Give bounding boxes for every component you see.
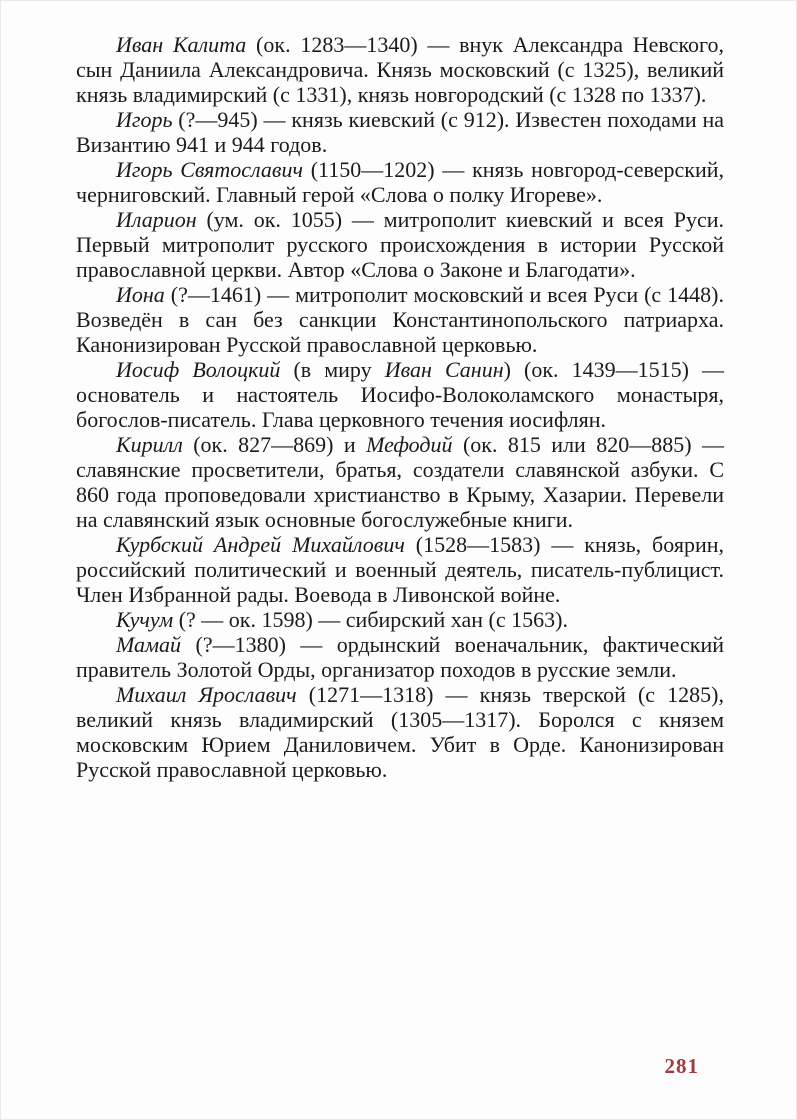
entry-text: (?—1380) — ордынский военачальник, фактический правитель Золотой Орды, организатор походов в русские земли. (76, 632, 724, 682)
entry-text: ) (ок. 1439—1515) — основатель и настоятель Иосифо-Волоколамского монастыря, богослов-писатель. Глава церковного течения иосифлян. (76, 357, 724, 432)
entry-paragraph (76, 107, 724, 157)
entry-name: Мефодий (366, 432, 453, 457)
entry-name: Михаил Ярославич (116, 682, 297, 707)
entry-text: (? — ок. 1598) — сибирский хан (с 1563). (173, 607, 568, 632)
entry-name: Иларион (116, 207, 197, 232)
entry-text: (ок. 827—869) и (182, 432, 367, 457)
entry-text: (1271—1318) — князь тверской (с 1285), великий князь владимирский (1305—1317). Боролся с князем московским Юрием Даниловичем. Убит в Орде. Канонизирован Русской православной церковью. (76, 682, 725, 782)
page-number: 281 (664, 1054, 699, 1078)
entry-name: Кирилл (116, 432, 183, 457)
entry-paragraph (76, 157, 724, 207)
entry-name: Мамай (116, 632, 182, 657)
entry-name: Иона (116, 282, 165, 307)
entry-text: (1528—1583) — князь, боярин, российский политический и военный деятель, писатель-публицист. Член Избранной рады. Воевода в Ливонской войне. (76, 532, 724, 607)
entry-name: Иван Санин (384, 357, 504, 382)
entry-paragraph (76, 682, 724, 782)
entry-paragraph (76, 32, 724, 107)
entry-paragraph (76, 357, 724, 432)
entry-paragraph (76, 532, 724, 607)
entry-text: (ок. 815 или 820—885) — славянские просветители, братья, создатели славянской азбуки. С 860 года проповедовали христианство в Крыму, Хазарии. Перевели на славянский язык основные богослужебные книги. (76, 432, 724, 532)
entry-paragraph (76, 632, 724, 682)
entry-paragraph (76, 207, 724, 282)
entry-name: Игорь (116, 107, 173, 132)
entry-name: Иосиф Волоцкий (116, 357, 281, 382)
entry-text: (ок. 1283—1340) — внук Александра Невского, сын Даниила Александровича. Князь московский (с 1325), великий князь владимирский (с 1331), князь новгородский (с 1328 по 1337). (76, 32, 724, 107)
entry-text: (1150—1202) — князь новгород-северский, черниговский. Главный герой «Слова о полку Игореве». (76, 157, 725, 207)
entry-text: (в миру (280, 357, 385, 382)
entry-name: Кучум (116, 607, 174, 632)
entry-name: Иван Калита (116, 32, 247, 57)
entry-paragraph (76, 282, 724, 357)
entry-text: (?—945) — князь киевский (с 912). Известен походами на Византию 941 и 944 годов. (76, 107, 724, 157)
entry-text: (?—1461) — митрополит московский и всея Руси (с 1448). Возведён в сан без санкции Константинопольского патриарха. Канонизирован Русской православной церковью. (76, 282, 724, 357)
entry-name: Курбский Андрей Михайлович (116, 532, 405, 557)
entry-paragraph (76, 432, 724, 532)
entry-paragraph (76, 607, 724, 632)
entry-name: Игорь Святославич (116, 157, 303, 182)
entry-text: (ум. ок. 1055) — митрополит киевский и всея Руси. Первый митрополит русского происхождения в истории Русской православной церкви. Автор «Слова о Законе и Благодати». (76, 207, 724, 282)
dictionary-entries (76, 32, 724, 782)
